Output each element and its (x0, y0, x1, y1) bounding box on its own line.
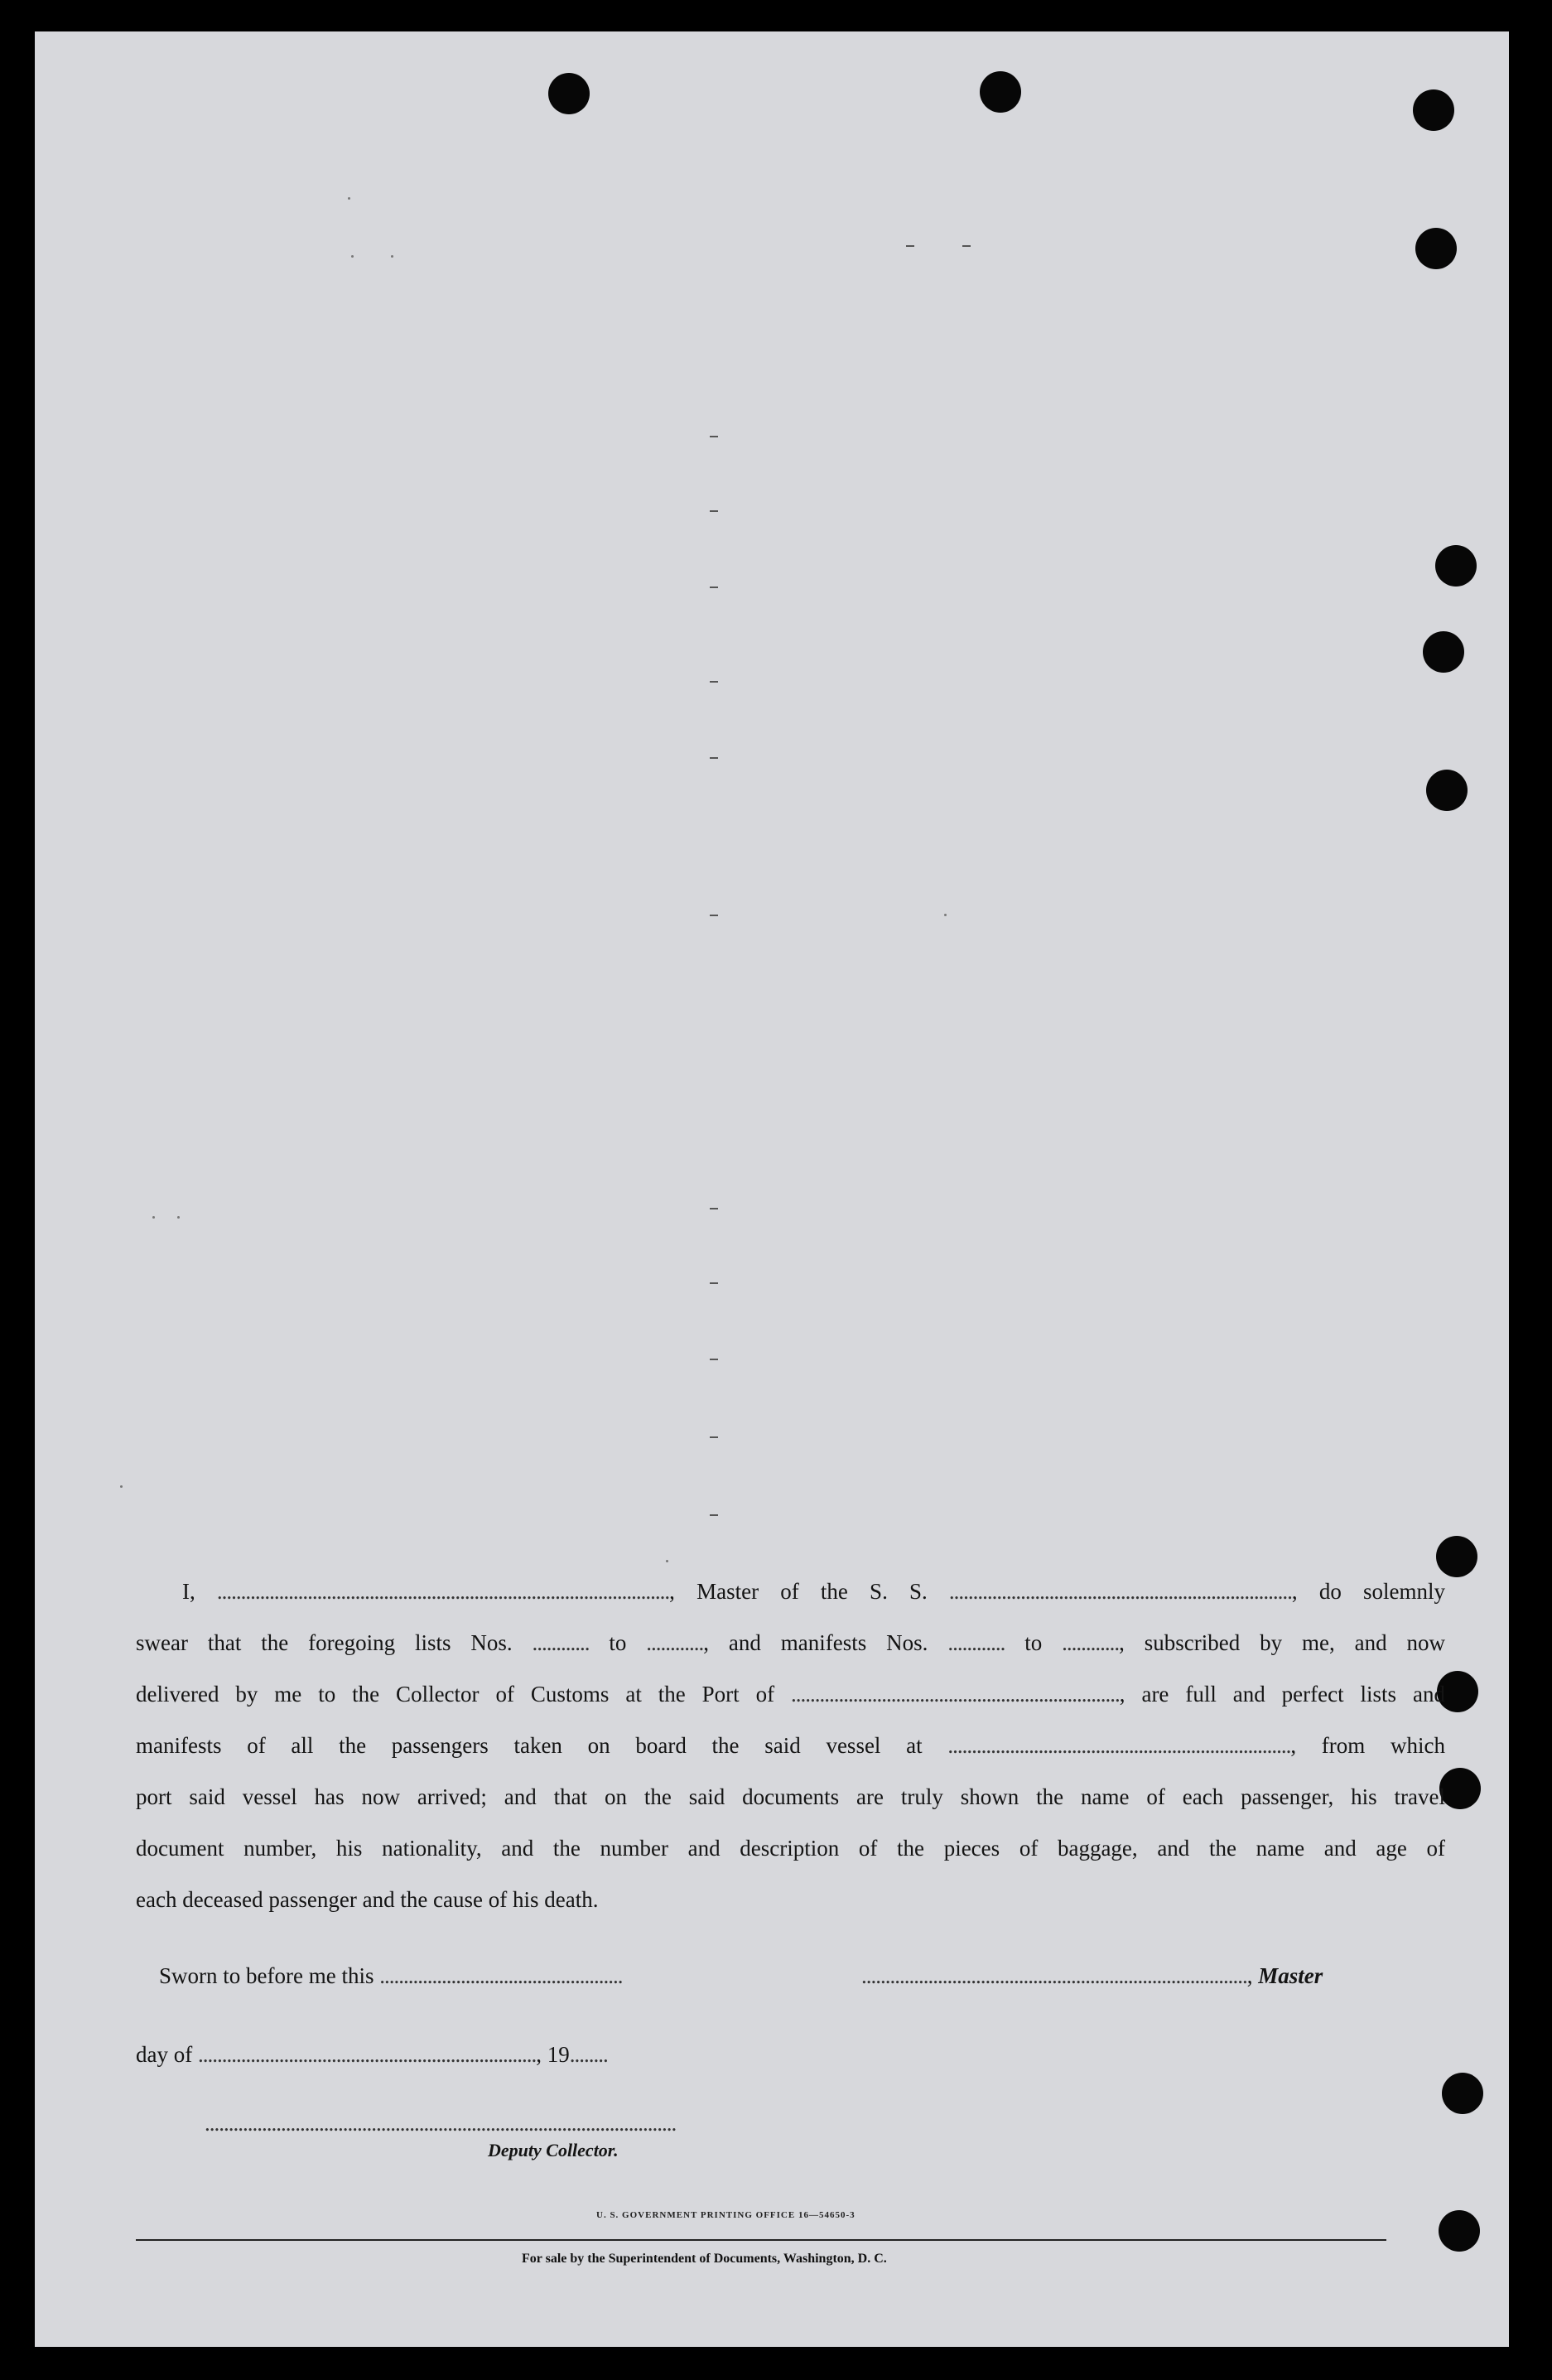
port-field[interactable]: ..................................................................... (791, 1682, 1120, 1707)
punch-hole (1426, 770, 1468, 811)
oath-text: , Master of the S. S. (669, 1579, 949, 1604)
master-label: Master (1258, 1963, 1323, 1988)
oath-text: , subscribed by me, and now (1119, 1630, 1445, 1655)
speck (120, 1485, 123, 1488)
ruling-tick (710, 587, 718, 588)
oath-text: manifests of all the passengers taken on board the said vessel at (136, 1733, 948, 1758)
sale-notice: For sale by the Superintendent of Documents, Washington, D. C. (522, 2252, 887, 2266)
form-page (35, 31, 1509, 2347)
oath-text: swear that the foregoing lists Nos. (136, 1630, 533, 1655)
oath-text: port said vessel has now arrived; and that on the said documents are truly shown the name of each passenger, his travel (136, 1784, 1445, 1809)
ruling-tick (710, 1514, 718, 1516)
speck (348, 197, 350, 200)
punch-hole (980, 71, 1021, 113)
vessel-name-field[interactable]: ........................................................................ (948, 1579, 1292, 1604)
ruling-tick (962, 245, 971, 247)
oath-text: to (589, 1630, 647, 1655)
oath-line-4 (35, 1731, 1506, 1760)
oath-line-3 (35, 1680, 1506, 1708)
punch-hole (1423, 631, 1464, 673)
oath-text: , and manifests Nos. (703, 1630, 948, 1655)
oath-text: I, (182, 1579, 217, 1604)
sworn-day-field[interactable]: ................................................... (379, 1963, 623, 1988)
oath-text: , are full and perfect lists and (1119, 1682, 1445, 1707)
ruling-tick (710, 1208, 718, 1209)
deputy-signature-field[interactable]: ................................................................................................... (205, 2111, 677, 2136)
punch-hole (1436, 1536, 1477, 1577)
year-field[interactable]: ........ (569, 2042, 608, 2067)
oath-text: document number, his nationality, and the number and description of the pieces of baggage, and the name and age of (136, 1836, 1445, 1861)
manifests-to-field[interactable]: ............ (1062, 1630, 1120, 1655)
master-signature-line (861, 1963, 1323, 1989)
day-line (136, 2042, 608, 2068)
speck (666, 1560, 668, 1562)
oath-text: each deceased passenger and the cause of his death. (136, 1887, 599, 1912)
deputy-signature-line (205, 2111, 676, 2136)
master-name-field[interactable]: ............................................................................................... (216, 1579, 670, 1604)
oath-text: , do solemnly (1291, 1579, 1446, 1604)
ruling-tick (710, 1359, 718, 1360)
punch-hole (548, 73, 590, 114)
ruling-tick (710, 915, 718, 916)
oath-text: delivered by me to the Collector of Customs at the Port of (136, 1682, 792, 1707)
ruling-tick (710, 1436, 718, 1438)
punch-hole (1439, 2210, 1480, 2252)
speck (944, 914, 947, 916)
punch-hole (1435, 545, 1477, 587)
oath-text: , from which (1290, 1733, 1445, 1758)
oath-line-2 (35, 1629, 1506, 1657)
oath-line-7 (35, 1885, 1552, 1914)
manifests-from-field[interactable]: ............ (947, 1630, 1005, 1655)
ruling-tick (710, 436, 718, 437)
speck (351, 255, 354, 258)
deputy-collector-label: Deputy Collector. (488, 2140, 619, 2160)
printing-office-imprint: U. S. GOVERNMENT PRINTING OFFICE 16—54650-3 (596, 2210, 856, 2220)
ruling-tick (906, 245, 914, 247)
ruling-tick (710, 1282, 718, 1284)
oath-line-1 (35, 1577, 1506, 1605)
ruling-tick (710, 681, 718, 683)
oath-line-6 (35, 1834, 1506, 1862)
master-signature-field[interactable]: ................................................................................. (861, 1963, 1247, 1988)
lists-to-field[interactable]: ............ (646, 1630, 704, 1655)
comma: , (1246, 1963, 1259, 1988)
month-field[interactable]: ....................................................................... (197, 2042, 537, 2067)
year-label: , 19 (536, 2042, 570, 2067)
oath-text: to (1005, 1630, 1063, 1655)
speck (391, 255, 393, 258)
ruling-tick (710, 510, 718, 512)
speck (177, 1216, 180, 1219)
speck (152, 1216, 155, 1219)
sworn-line (159, 1963, 622, 1989)
punch-hole (1413, 89, 1454, 131)
sworn-label: Sworn to before me this (159, 1963, 380, 1988)
footer-rule (136, 2239, 1386, 2241)
oath-line-5 (35, 1783, 1506, 1811)
lists-from-field[interactable]: ............ (532, 1630, 590, 1655)
punch-hole (1415, 228, 1457, 269)
day-label: day of (136, 2042, 198, 2067)
ruling-tick (710, 757, 718, 759)
departure-port-field[interactable]: ........................................................................ (947, 1733, 1291, 1758)
punch-hole (1442, 2073, 1483, 2114)
